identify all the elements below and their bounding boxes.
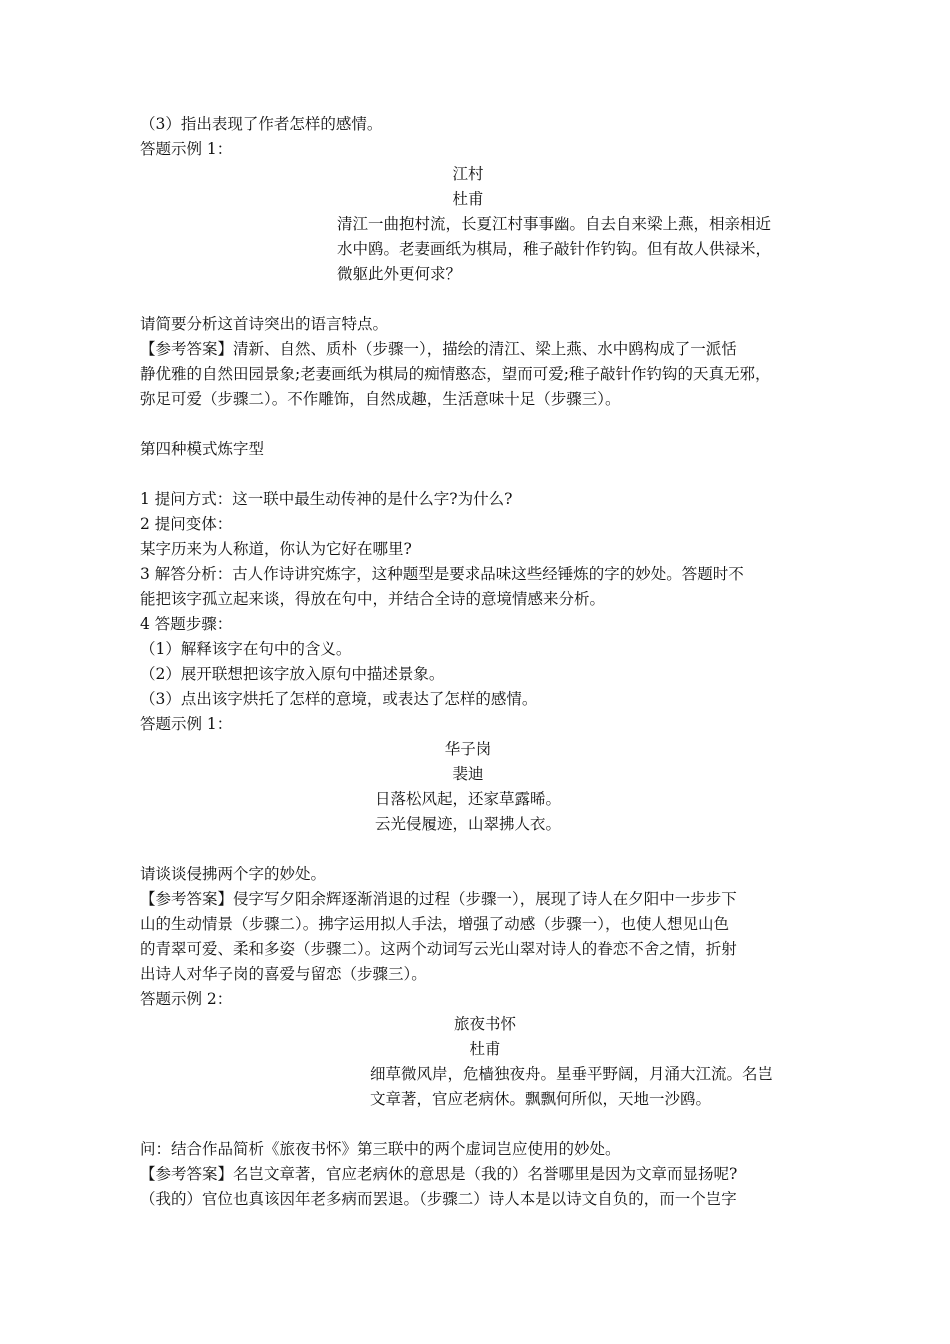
poem-huazigang [140, 737, 796, 837]
example-label: 答题示例 1： [140, 140, 233, 158]
poem-author: 裴迪 [452, 765, 484, 783]
answer-line: 的青翠可爱、柔和多姿（步骤二）。这两个动词写云光山翠对诗人的眷恋不舍之情，折射 [140, 940, 737, 958]
steps-label: 4 答题步骤： [140, 615, 233, 633]
step-item: （3）点出该字烘托了怎样的意境，或表达了怎样的感情。 [140, 690, 538, 708]
step-3-text: （3）指出表现了作者怎样的感情。 [140, 115, 383, 133]
poem-line: 清江一曲抱村流，长夏江村事事幽。自去自来梁上燕，相亲相近 [337, 215, 772, 233]
step-item: （1）解释该字在句中的含义。 [140, 640, 352, 658]
answer-line: 静优雅的自然田园景象;老妻画纸为棋局的痴情憨态，望而可爱;稚子敲针作钓钩的天真无邪， [140, 365, 771, 383]
answer-line: 【参考答案】清新、自然、质朴（步骤一），描绘的清江、梁上燕、水中鸥构成了一派恬 [140, 340, 737, 358]
poem-line: 文章著，官应老病休。飘飘何所似，天地一沙鸥。 [370, 1090, 712, 1108]
poem-line: 微躯此外更何求？ [337, 265, 462, 283]
answer-line: 出诗人对华子岗的喜爱与留恋（步骤三）。 [140, 965, 427, 983]
answer-line: 【参考答案】侵字写夕阳余辉逐渐消退的过程（步骤一），展现了诗人在夕阳中一步步下 [140, 890, 737, 908]
question-text: 问：结合作品简析《旅夜书怀》第三联中的两个虚词岂应使用的妙处。 [140, 1140, 621, 1158]
step-item: （2）展开联想把该字放入原句中描述景象。 [140, 665, 445, 683]
variant-label: 2 提问变体： [140, 515, 233, 533]
document-page [140, 112, 830, 1212]
section-heading: 第四种模式炼字型 [140, 440, 265, 458]
poem-line: 细草微风岸，危樯独夜舟。星垂平野阔，月涌大江流。名岂 [370, 1065, 774, 1083]
answer-line: 弥足可爱（步骤二）。不作雕饰，自然成趣，生活意味十足（步骤三）。 [140, 390, 621, 408]
poem-title: 旅夜书怀 [453, 1015, 516, 1033]
ask-way-text: 1 提问方式：这一联中最生动传神的是什么字?为什么? [140, 490, 513, 508]
poem-title: 华子岗 [444, 740, 492, 758]
poem-line: 水中鸥。老妻画纸为棋局，稚子敲针作钓钩。但有故人供禄米， [337, 240, 772, 258]
poem-jiangcun [140, 162, 796, 287]
poem-line: 云光侵履迹，山翠拂人衣。 [374, 815, 561, 833]
question-text: 请谈谈侵拂两个字的妙处。 [140, 865, 327, 883]
question-text: 请简要分析这首诗突出的语言特点。 [140, 315, 389, 333]
answer-line: 【参考答案】名岂文章著，官应老病休的意思是（我的）名誉哪里是因为文章而显扬呢? [140, 1165, 738, 1183]
analysis-line: 能把该字孤立起来谈，得放在句中，并结合全诗的意境情感来分析。 [140, 590, 606, 608]
analysis-line: 3 解答分析：古人作诗讲究炼字，这种题型是要求品味这些经锤炼的字的妙处。答题时不 [140, 565, 744, 583]
answer-line: （我的）官位也真该因年老多病而罢退。（步骤二）诗人本是以诗文自负的，而一个岂字 [140, 1190, 737, 1208]
example-label: 答题示例 1： [140, 715, 233, 733]
poem-line: 日落松风起，还家草露晞。 [374, 790, 561, 808]
poem-title: 江村 [452, 165, 484, 183]
answer-line: 山的生动情景（步骤二）。拂字运用拟人手法，增强了动感（步骤一），也使人想见山色 [140, 915, 730, 933]
poem-author: 杜甫 [469, 1040, 501, 1058]
example-label: 答题示例 2： [140, 990, 233, 1008]
variant-text: 某字历来为人称道，你认为它好在哪里? [140, 540, 412, 558]
poem-lvye [140, 1012, 830, 1112]
poem-author: 杜甫 [452, 190, 484, 208]
